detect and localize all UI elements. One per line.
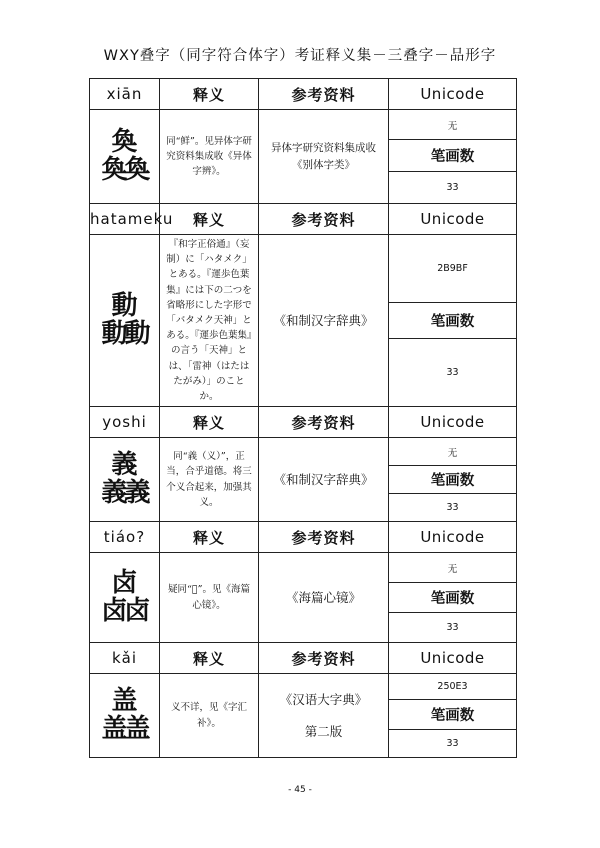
definition-cell: 义不详，见《字汇补》。 [160,674,259,758]
definition-header: 释义 [160,522,259,553]
pinyin-cell: kǎi [90,643,160,674]
reference-header: 参考资料 [259,643,389,674]
glyph-bottom: 義義 [101,477,148,508]
page-number: - 45 - [288,785,312,795]
glyph-top: 動 [111,291,138,322]
entry-header-row [90,407,517,438]
glyph-bottom: 動動 [101,318,148,349]
pinyin-cell: xiān [90,79,160,110]
definition-cell: 疑同“𪉑”。见《海篇心镜》。 [160,553,259,643]
glyph-top: 卤 [111,568,138,599]
stroke-count: 33 [389,494,517,522]
glyph-cell [90,553,160,643]
stroke-count: 33 [389,613,517,643]
reference-header: 参考资料 [259,407,389,438]
unicode-value: 无 [389,438,517,466]
entry-header-row [90,204,517,235]
reference-edition: 第二版 [304,723,343,739]
glyph-cell [90,110,160,204]
glyph-top: 盖 [111,686,138,717]
glyph-cell [90,235,160,407]
pinyin-cell: hatameku [90,204,160,235]
glyph-top: 奐 [111,127,138,158]
reference-header: 参考资料 [259,204,389,235]
pinyin-cell: tiáo? [90,522,160,553]
entry-header-row [90,79,517,110]
definition-header: 释义 [160,79,259,110]
stroke-label: 笔画数 [389,303,517,338]
page-title: WXY叠字（同字符合体字）考证释义集－三叠字－品形字 [103,48,497,64]
reference-cell: 《海篇心镜》 [259,553,389,643]
reference-header: 参考资料 [259,522,389,553]
reference-cell: 《和制汉字辞典》 [259,235,389,407]
reference-title: 《汉语大字典》 [279,692,368,708]
entry-header-row [90,522,517,553]
unicode-value: 无 [389,110,517,140]
unicode-header: Unicode [389,522,517,553]
definition-header: 释义 [160,204,259,235]
stroke-label: 笔画数 [389,466,517,494]
glyph-cell [90,674,160,758]
definition-header: 释义 [160,643,259,674]
glyph-bottom: 奐奐 [101,154,148,185]
reference-cell [259,674,389,758]
unicode-header: Unicode [389,643,517,674]
stroke-label: 笔画数 [389,583,517,613]
unicode-header: Unicode [389,79,517,110]
glyph-cell [90,438,160,522]
entry-header-row [90,643,517,674]
reference-header: 参考资料 [259,79,389,110]
character-table [89,78,517,758]
definition-cell: 同“鲜”。见异体字研究资料集成收《异体字辨》。 [160,110,259,204]
unicode-value: 2B9BF [389,235,517,303]
reference-cell: 异体字研究资料集成收《别体字类》 [259,110,389,204]
definition-cell: 同“義（义）”，正当，合乎道德。将三个义合起来，加强其义。 [160,438,259,522]
definition-header: 释义 [160,407,259,438]
pinyin-cell: yoshi [90,407,160,438]
glyph-bottom: 盖盖 [101,713,148,744]
glyph-top: 義 [111,450,138,481]
stroke-label: 笔画数 [389,700,517,730]
stroke-count: 33 [389,338,517,406]
unicode-header: Unicode [389,204,517,235]
definition-cell: 『和字正俗通』（妄制）に「ハタメク」とある。『運歩色葉集』には下の二つを省略形にした字形で「バタメク天神」とある。『運歩色葉集』の言う「天神」とは、「雷神（はたはたがみ）」のことか。 [160,235,259,407]
unicode-value: 无 [389,553,517,583]
unicode-header: Unicode [389,407,517,438]
stroke-count: 33 [389,172,517,204]
reference-cell: 《和制汉字辞典》 [259,438,389,522]
glyph-bottom: 卤卤 [101,595,148,626]
stroke-label: 笔画数 [389,140,517,172]
unicode-value: 250E3 [389,674,517,700]
stroke-count: 33 [389,730,517,758]
